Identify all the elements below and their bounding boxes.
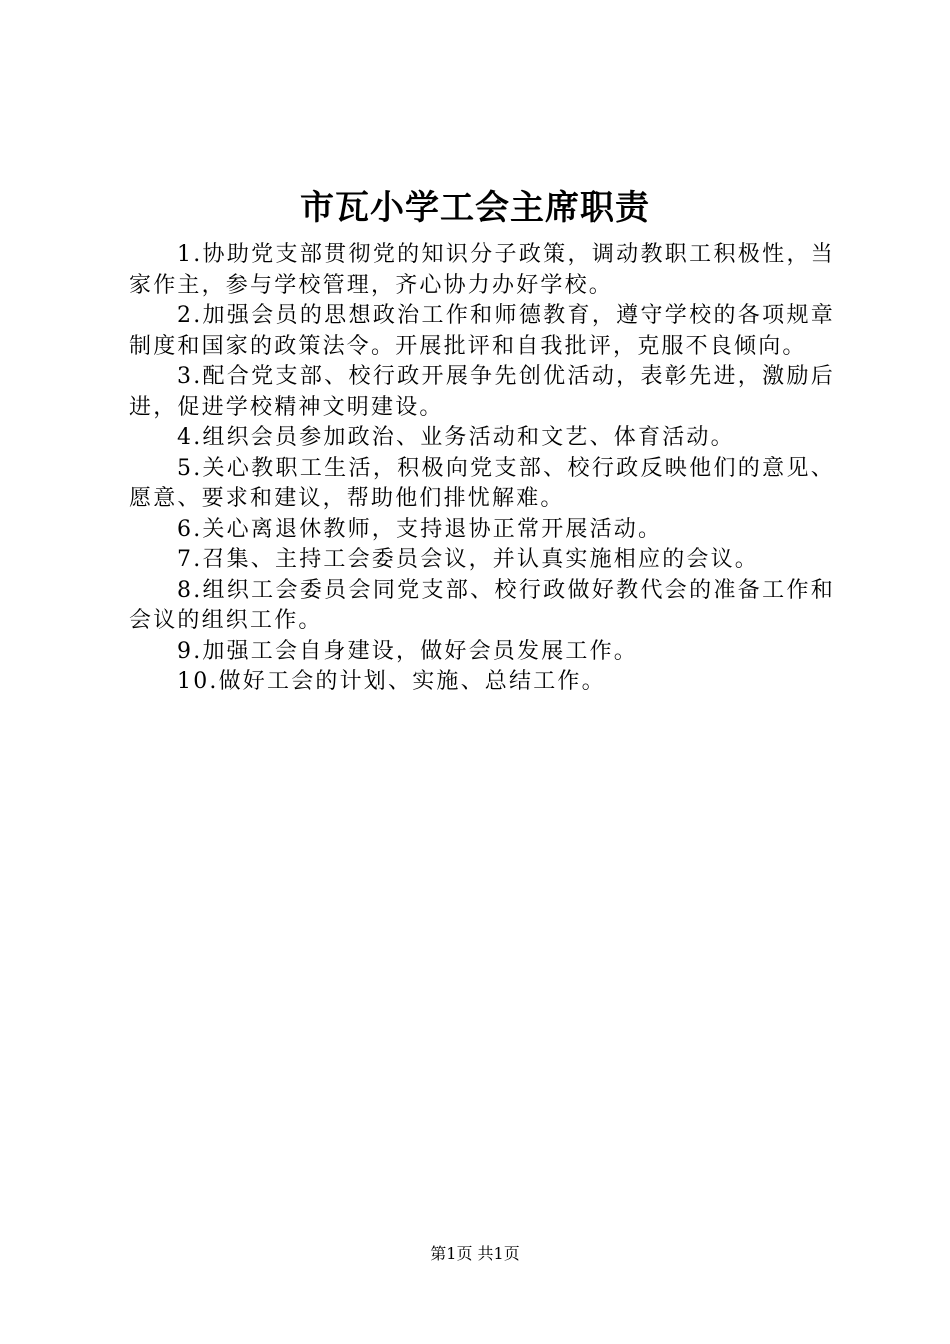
duty-item-9: 9.加强工会自身建设，做好会员发展工作。 — [177, 638, 638, 664]
duty-item-6: 6.关心离退休教师，支持退协正常开展活动。 — [177, 516, 663, 542]
duty-item-7: 7.召集、主持工会委员会议，并认真实施相应的会议。 — [177, 547, 759, 572]
duty-item-1: 1.协助党支部贯彻党的知识分子政策，调动教职工积极性，当家作主，参与学校管理，齐心协力办好学校。 — [129, 242, 835, 298]
duty-item-5: 5.关心教职工生活，积极向党支部、校行政反映他们的意见、愿意、要求和建议，帮助他们排忧解难。 — [129, 455, 835, 511]
duty-item-10: 10.做好工会的计划、实施、总结工作。 — [177, 669, 606, 694]
duty-item-3: 3.配合党支部、校行政开展争先创优活动，表彰先进，激励后进，促进学校精神文明建设。 — [129, 364, 835, 420]
duty-item-2: 2.加强会员的思想政治工作和师德教育，遵守学校的各项规章制度和国家的政策法令。开展批评和自我批评，克服不良倾向。 — [129, 303, 835, 359]
document-body — [129, 240, 835, 698]
page-footer: 第1页 共1页 — [430, 1244, 520, 1263]
duty-item-8: 8.组织工会委员会同党支部、校行政做好教代会的准备工作和会议的组织工作。 — [129, 577, 835, 633]
document-title: 市瓦小学工会主席职责 — [300, 188, 650, 228]
duty-item-4: 4.组织会员参加政治、业务活动和文艺、体育活动。 — [177, 425, 735, 450]
